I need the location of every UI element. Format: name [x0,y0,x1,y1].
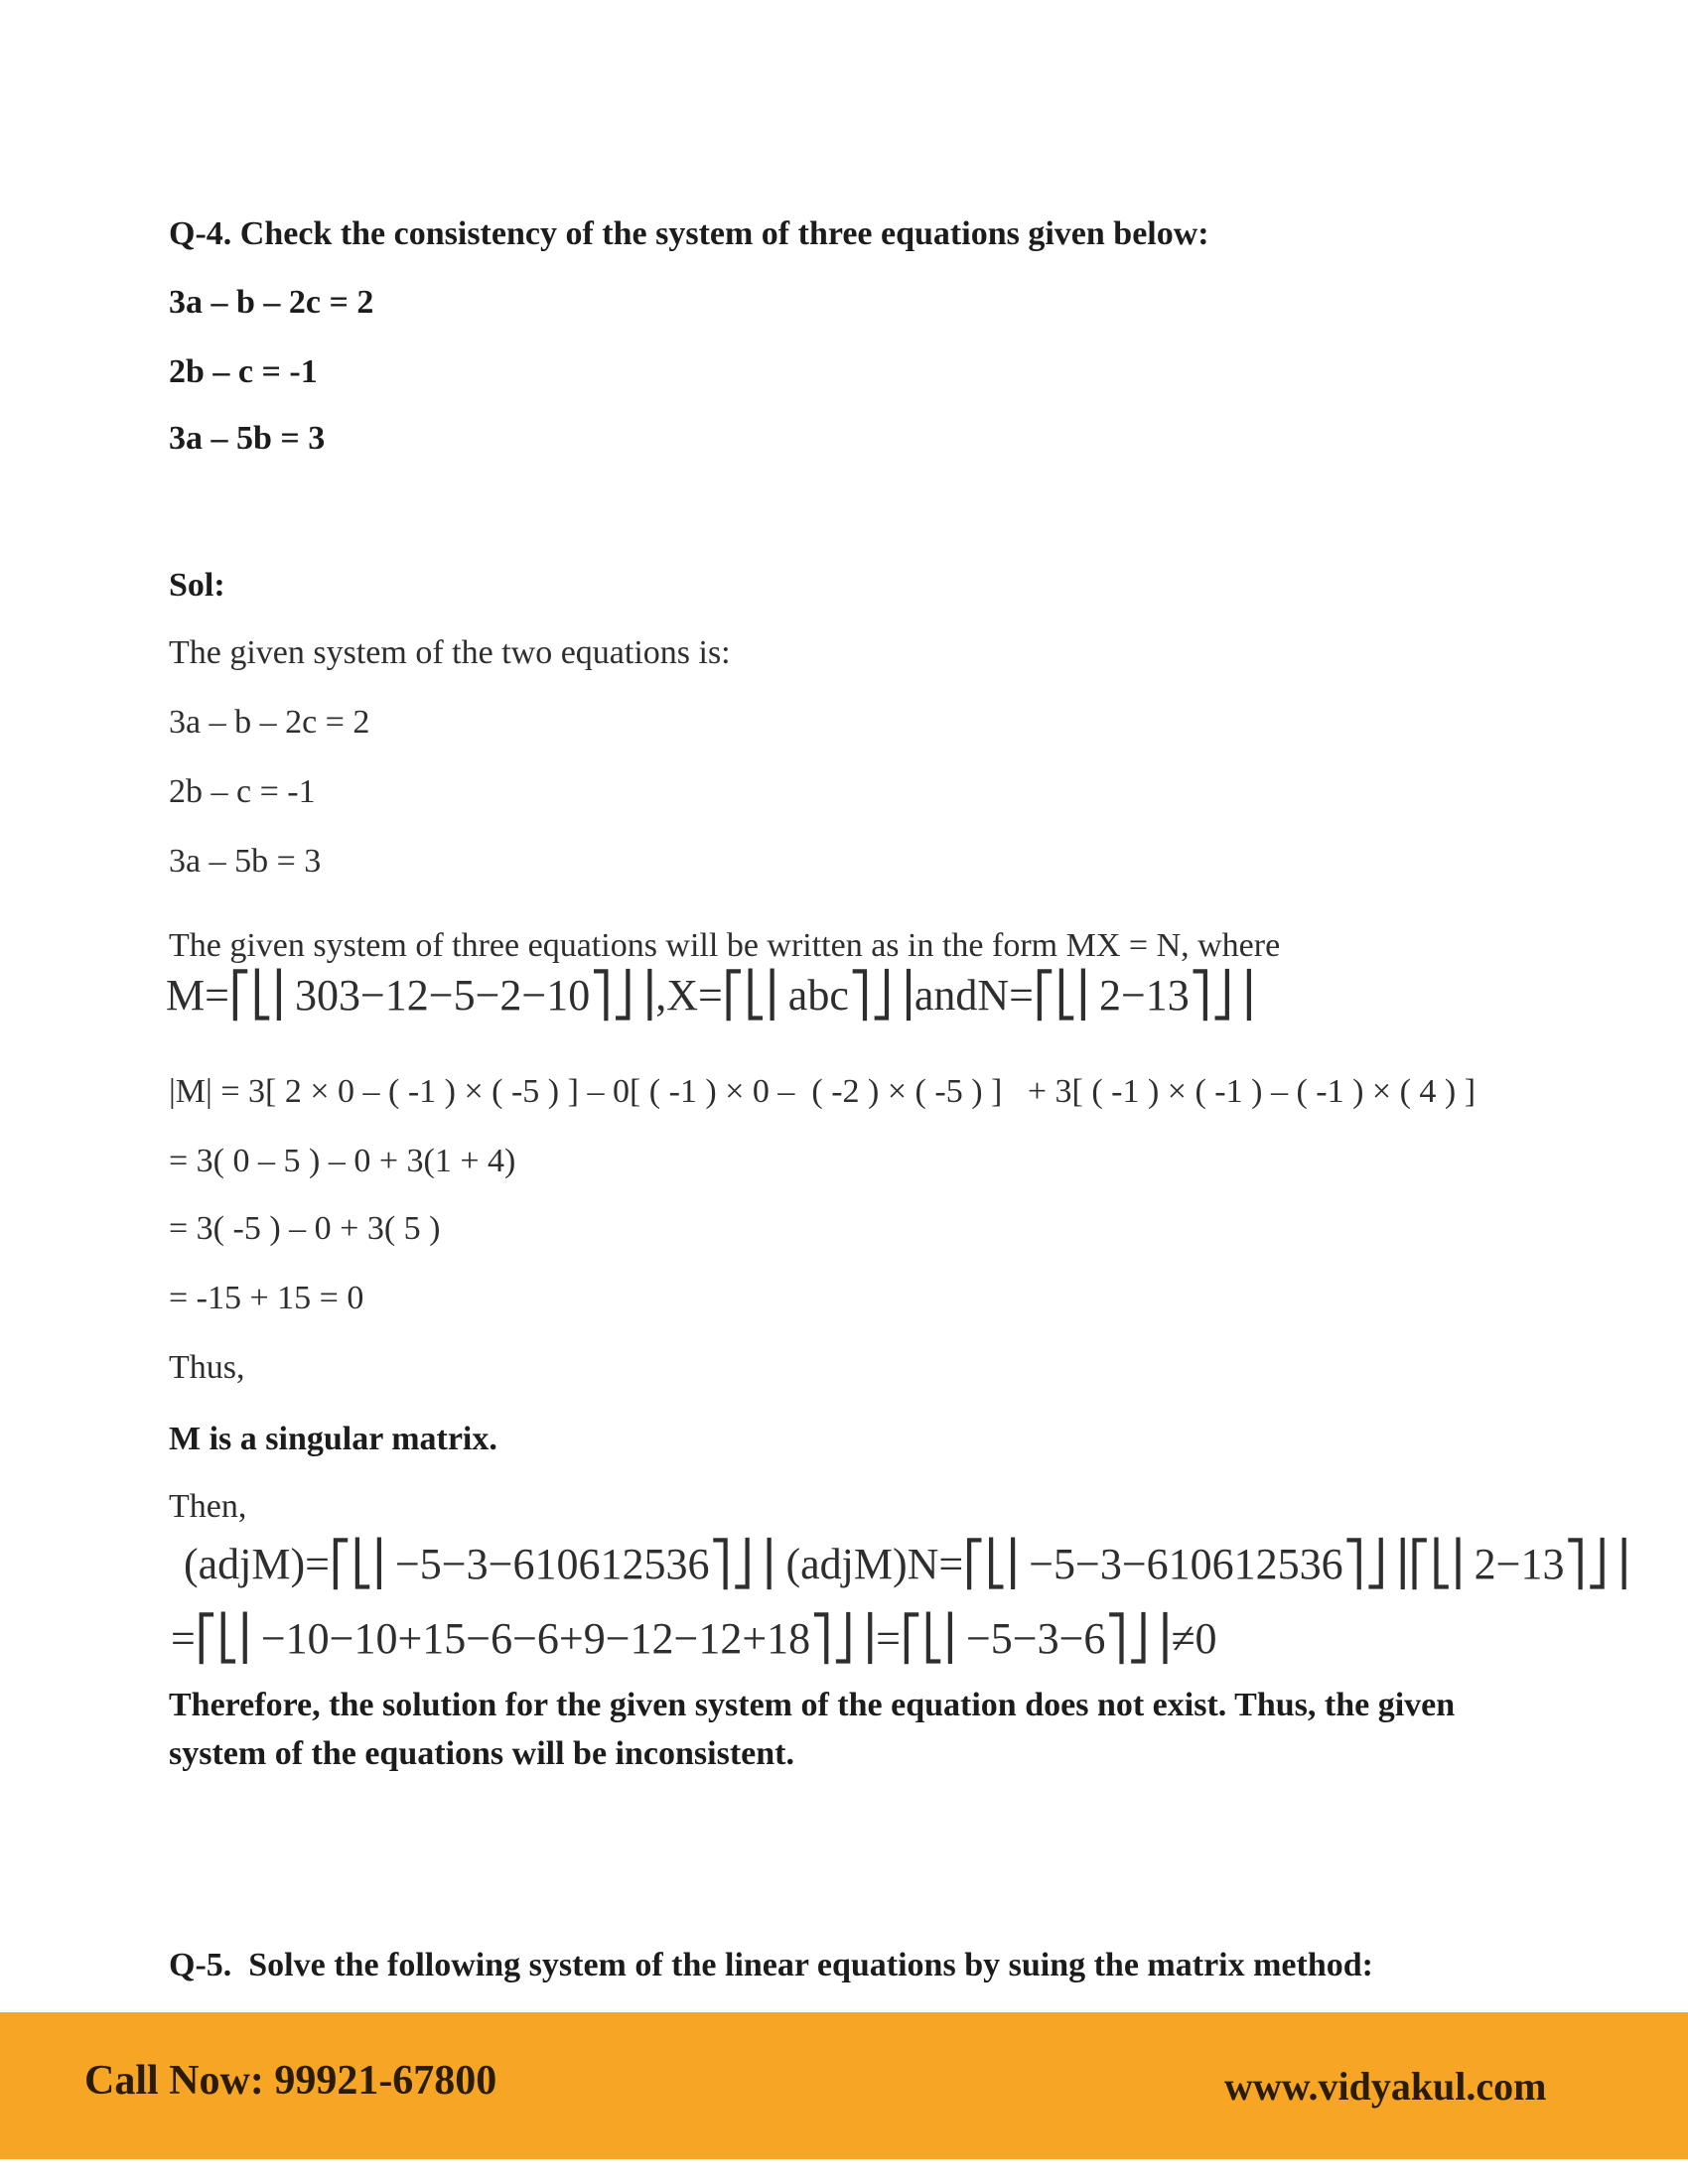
sol-equation-3: 3a – 5b = 3 [169,843,322,880]
q5-heading: Q-5. Solve the following system of the linear equations by suing the matrix method: [169,1947,1373,1983]
footer-website-url: www.vidyakul.com [1224,2064,1547,2109]
q4-equation-3: 3a – 5b = 3 [169,420,326,457]
matrix-definition-line: M=⎡⎣⎢303−12−5−2−10⎤⎦⎥,X=⎡⎣⎢abc⎤⎦⎥andN=⎡⎣⎢2−13⎤⎦⎥ [166,971,1255,1020]
q4-heading: Q-4. Check the consistency of the system of three equations given below: [169,215,1209,252]
singular-statement: M is a singular matrix. [169,1421,497,1457]
q4-equation-2: 2b – c = -1 [169,353,318,390]
result-line: =⎡⎣⎢−10−10+15−6−6+9−12−12+18⎤⎦⎥=⎡⎣⎢−5−3−6⎤⎦⎥≠0 [171,1613,1217,1663]
thus-line: Thus, [169,1349,245,1386]
sol-equation-2: 2b – c = -1 [169,773,316,810]
intro-two-line: The given system of the two equations is: [169,634,731,671]
sol-label: Sol: [169,567,225,604]
adjoint-line: (adjM)=⎡⎣⎢−5−3−610612536⎤⎦⎥ (adjM)N=⎡⎣⎢−5−3−610612536⎤⎦⎥⎡⎣⎢2−13⎤⎦⎥ [184,1539,1630,1588]
intro-three-line: The given system of three equations will be written as in the form MX = N, where [169,927,1281,964]
step-line-1: = 3( 0 – 5 ) – 0 + 3(1 + 4) [169,1143,516,1179]
then-line: Then, [169,1488,247,1525]
sol-equation-1: 3a – b – 2c = 2 [169,704,370,741]
conclusion-line-2: system of the equations will be inconsistent. [169,1735,794,1772]
q4-equation-1: 3a – b – 2c = 2 [169,284,374,321]
footer-phone-number: Call Now: 99921-67800 [84,2058,497,2104]
conclusion-line-1: Therefore, the solution for the given system of the equation does not exist. Thus, the given [169,1687,1456,1723]
step-line-3: = -15 + 15 = 0 [169,1280,364,1316]
determinant-line: |M| = 3[ 2 × 0 – ( -1 ) × ( -5 ) ] – 0[ ( -1 ) × 0 – ( -2 ) × ( -5 ) ] + 3[ ( -1 ) × ( -1 ) – ( -1 ) × ( 4 ) ] [169,1073,1477,1110]
step-line-2: = 3( -5 ) – 0 + 3( 5 ) [169,1210,441,1247]
